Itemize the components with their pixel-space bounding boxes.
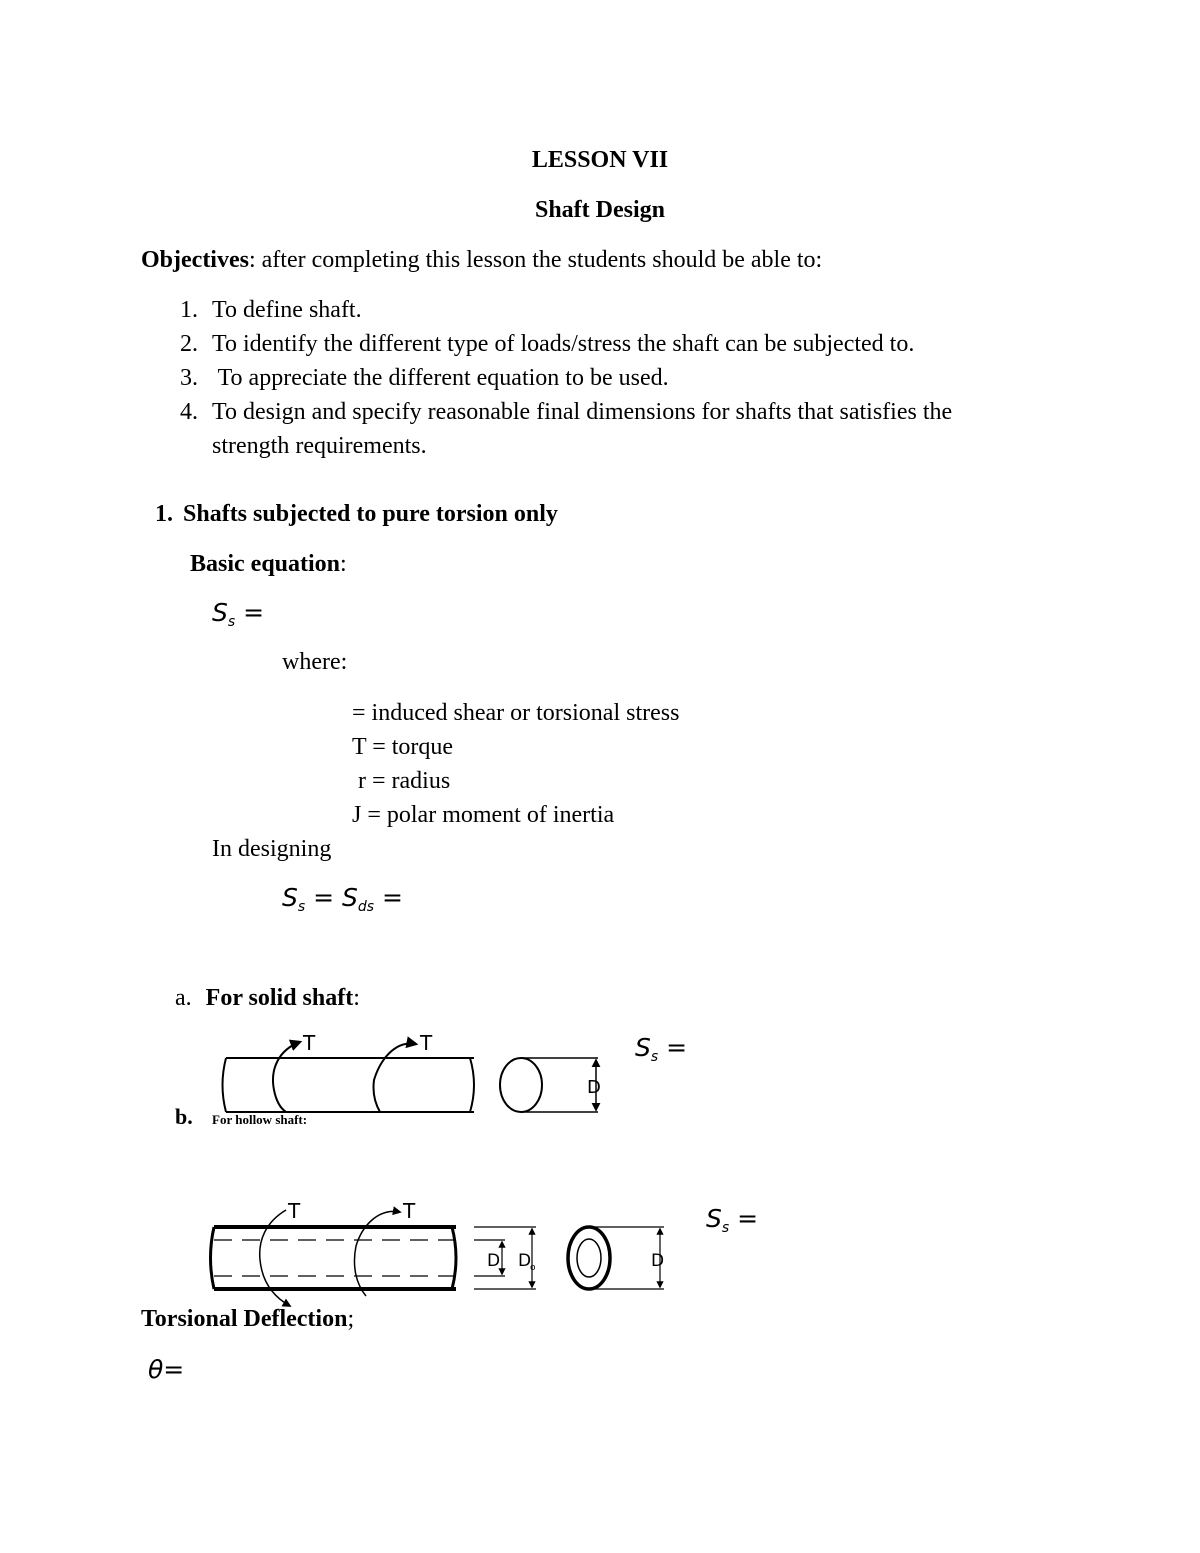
deflection-formula: [148, 1357, 184, 1382]
torque-arrow-left: [260, 1210, 290, 1306]
hollow-shaft-label: For hollow shaft:: [212, 1112, 308, 1127]
hollow-cross-section-outer: [568, 1227, 610, 1289]
objective-text: To design and specify reasonable final dimensions for shafts that satisfies the: [212, 399, 953, 425]
design-stress-subscript: ds: [357, 899, 375, 915]
objective-text: To appreciate the different equation to be used.: [212, 365, 669, 391]
hollow-shaft-left-end: [211, 1227, 215, 1289]
torque-label: T: [303, 1031, 316, 1055]
equals-sign: =: [235, 598, 265, 627]
diameter-label: D: [651, 1251, 665, 1271]
semicolon: ;: [347, 1306, 355, 1332]
colon: :: [353, 985, 360, 1011]
lesson-title: Shaft Design: [534, 197, 666, 223]
objective-number: 3.: [180, 365, 198, 391]
objective-number: 2.: [180, 331, 198, 357]
definition-item: J = polar moment of inertia: [352, 802, 615, 828]
equals-sign: =: [729, 1204, 759, 1233]
objectives-intro: : after completing this lesson the students should be able to:: [248, 247, 823, 273]
lesson-number: LESSON VII: [531, 147, 669, 173]
objective-number: 1.: [180, 297, 198, 323]
torsional-deflection-label: Torsional Deflection: [141, 1306, 348, 1332]
basic-equation-colon: :: [340, 551, 347, 577]
hollow-cross-section-inner: [577, 1239, 601, 1277]
definition-item: T = torque: [352, 734, 454, 760]
definition-item: r = radius: [352, 768, 451, 794]
definition-item: = induced shear or torsional stress: [352, 700, 680, 726]
hollow-shaft-letter: b.: [175, 1104, 193, 1129]
stress-subscript: s: [297, 899, 306, 915]
objectives-label: Objectives: [141, 247, 249, 273]
item-letter: a.: [175, 985, 192, 1011]
torque-label: T: [288, 1199, 301, 1223]
solid-shaft-label: For solid shaft: [205, 985, 354, 1011]
stress-symbol: S: [282, 883, 298, 912]
stress-symbol: S: [706, 1204, 722, 1233]
equals-sign: =: [163, 1355, 185, 1384]
in-designing-label: In designing: [212, 836, 332, 862]
theta-symbol: θ: [148, 1355, 164, 1384]
hollow-shaft-right-end: [452, 1227, 456, 1289]
section-title: Shafts subjected to pure torsion only: [183, 501, 558, 527]
hollow-shaft-formula: [706, 1206, 758, 1235]
objective-text: To define shaft.: [212, 297, 362, 323]
torque-label: T: [420, 1031, 433, 1055]
torque-label: T: [403, 1199, 416, 1223]
objective-number: 4.: [180, 399, 198, 425]
torque-arrow-right: [354, 1211, 400, 1296]
outer-diameter-subscript: o: [530, 1263, 536, 1273]
stress-subscript: s: [721, 1220, 730, 1236]
basic-equation-text: Basic equation: [190, 551, 341, 577]
stress-subscript: s: [650, 1049, 659, 1065]
objective-text: To identify the different type of loads/stress the shaft can be subjected to.: [212, 331, 915, 357]
diameter-label: D: [587, 1077, 601, 1098]
torsional-deflection-heading: [141, 1307, 354, 1331]
outer-diameter-label: D: [518, 1251, 532, 1271]
objective-text-continued: strength requirements.: [212, 433, 427, 459]
equals-sign: =: [305, 883, 343, 912]
where-label: where:: [282, 649, 348, 675]
stress-symbol: S: [212, 598, 228, 627]
equals-sign: =: [658, 1033, 688, 1062]
inner-diameter-label: D: [487, 1251, 501, 1271]
equals-sign: =: [374, 883, 403, 912]
stress-subscript: s: [227, 614, 236, 630]
stress-symbol: S: [635, 1033, 651, 1062]
design-stress-symbol: S: [342, 883, 358, 912]
section-number: 1.: [155, 501, 173, 527]
